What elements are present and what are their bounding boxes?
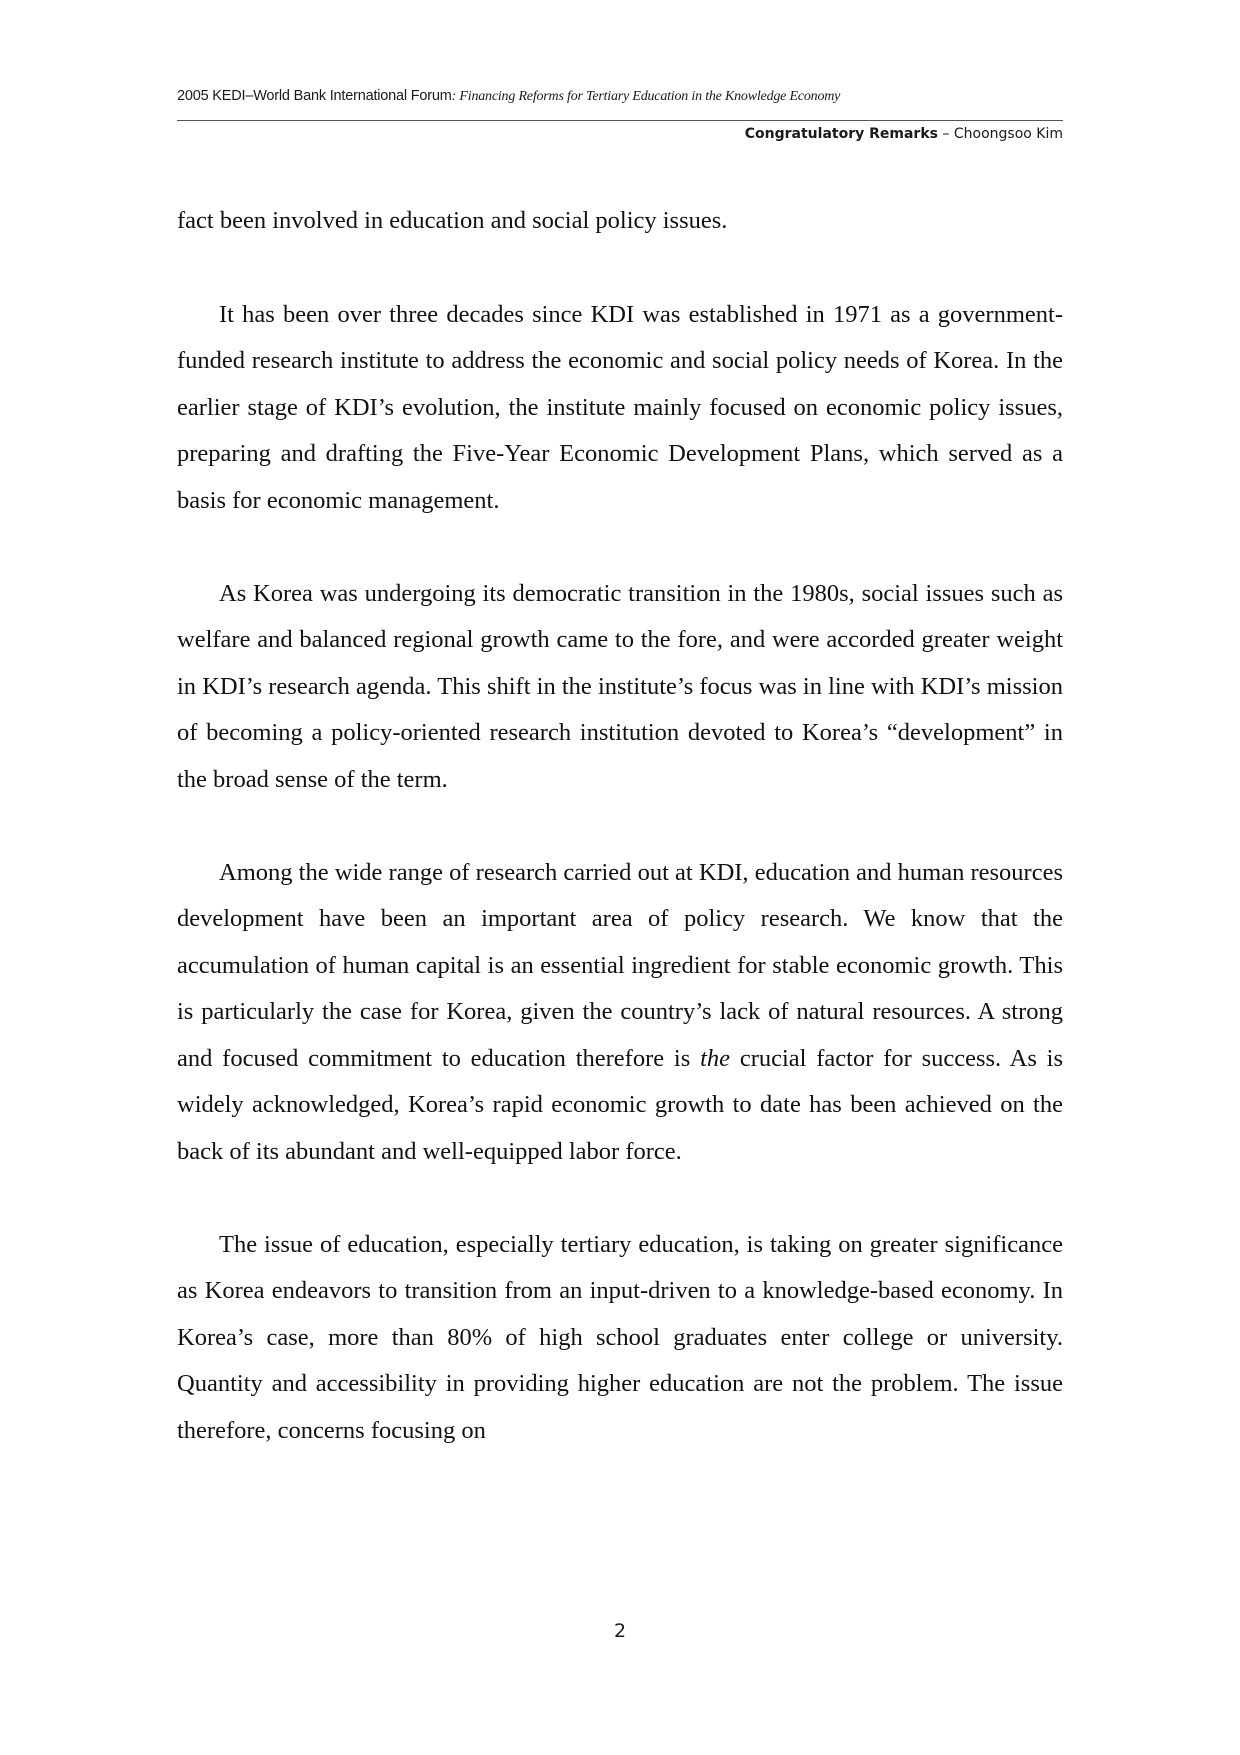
section-header (745, 126, 1063, 142)
paragraph-human-resources (177, 850, 1063, 1176)
running-header (177, 88, 840, 105)
paragraph-text: crucial factor for success. As is widely acknowledged, Korea’s rapid economic growth to date has been achieved on the back of its abundant and well-equipped labor force. (177, 1044, 1063, 1165)
author-name: Choongsoo Kim (953, 126, 1063, 142)
paragraph-continuation: fact been involved in education and social policy issues. (177, 207, 728, 234)
paragraph-tertiary-education: The issue of education, especially tertiary education, is taking on greater significance as Korea endeavors to transition from an input-driven to a knowledge-based economy. In Korea’s case, more than 80% of high school graduates enter college or university. Quantity and accessibility in providing higher education are not the problem. The issue therefore, concerns focusing on (177, 1230, 1063, 1444)
forum-title: 2005 KEDI–World Bank International Forum (177, 88, 452, 104)
section-dash: – (937, 126, 954, 142)
forum-subtitle: Financing Reforms for Tertiary Education in the Knowledge Economy (459, 89, 841, 104)
page-number: 2 (613, 1620, 627, 1642)
paragraph-democratic-transition: As Korea was undergoing its democratic transition in the 1980s, social issues such as welfare and balanced regional growth came to the fore, and were accorded greater weight in KDI’s research agenda. This shift in the institute’s focus was in line with KDI’s mission of becoming a policy-oriented research institution devoted to Korea’s “development” in the broad sense of the term. (177, 579, 1063, 793)
paragraph-kdi-history: It has been over three decades since KDI was established in 1971 as a government-funded research institute to address the economic and social policy needs of Korea. In the earlier stage of KDI’s evolution, the institute mainly focused on economic policy issues, preparing and drafting the Five-Year Economic Development Plans, which served as a basis for economic management. (177, 300, 1063, 514)
emphasized-word: the (700, 1044, 731, 1072)
paragraph-text: Among the wide range of research carried out at KDI, education and human resources development have been an important area of policy research. We know that the accumulation of human capital is an essential ingredient for stable economic growth. This is particularly the case for Korea, given the country’s lack of natural resources. A strong and focused commitment to education therefore is (177, 858, 1063, 1072)
section-title: Congratulatory Remarks (744, 126, 938, 142)
page-body (177, 198, 1063, 1501)
forum-separator: : (451, 89, 460, 104)
header-divider (177, 120, 1063, 121)
